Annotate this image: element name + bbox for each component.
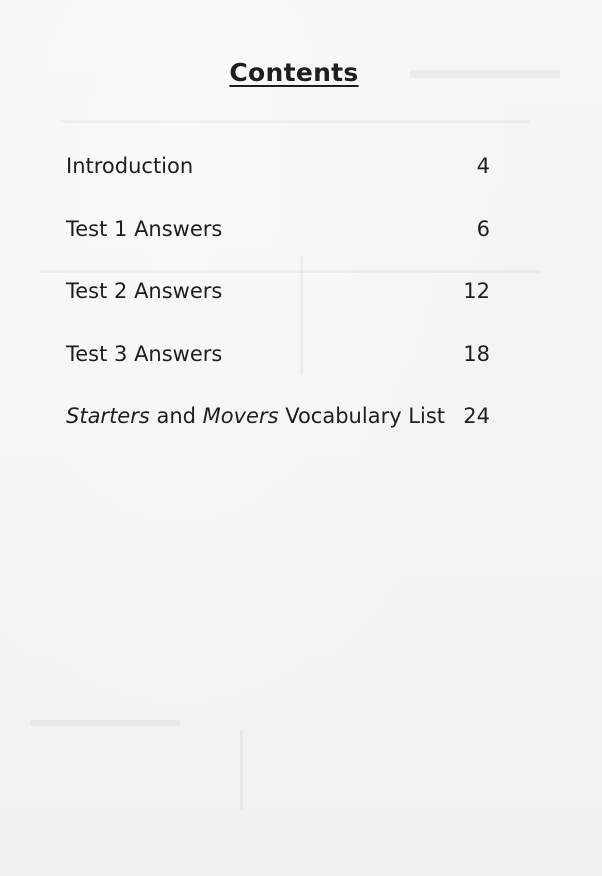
toc-entry-label: Test 3 Answers (66, 341, 223, 366)
toc-entry (66, 336, 494, 399)
toc-entry-page: 6 (476, 216, 490, 241)
toc-entry-label-italic: Movers (202, 404, 279, 428)
toc-entry (66, 273, 494, 336)
show-through-mark (240, 730, 243, 810)
toc-entry (66, 148, 494, 211)
table-of-contents (66, 148, 494, 461)
toc-entry (66, 398, 494, 461)
toc-entry-label-text: Vocabulary List (278, 404, 446, 428)
toc-entry-page: 24 (463, 404, 490, 428)
show-through-mark (60, 120, 530, 123)
toc-entry-label: Test 2 Answers (66, 279, 223, 303)
toc-entry-label (66, 398, 445, 434)
toc-entry-label: Test 1 Answers (66, 216, 223, 241)
toc-entry-label-italic: Starters (66, 404, 150, 428)
toc-entry-page: 18 (463, 341, 490, 366)
toc-entry-page: 12 (463, 279, 490, 303)
toc-entry-label-text: and (149, 404, 203, 428)
page-title: Contents (229, 58, 359, 87)
show-through-mark (30, 720, 180, 726)
toc-entry-label: Introduction (66, 154, 194, 178)
toc-entry (66, 211, 494, 274)
toc-entry-page: 4 (476, 154, 490, 178)
